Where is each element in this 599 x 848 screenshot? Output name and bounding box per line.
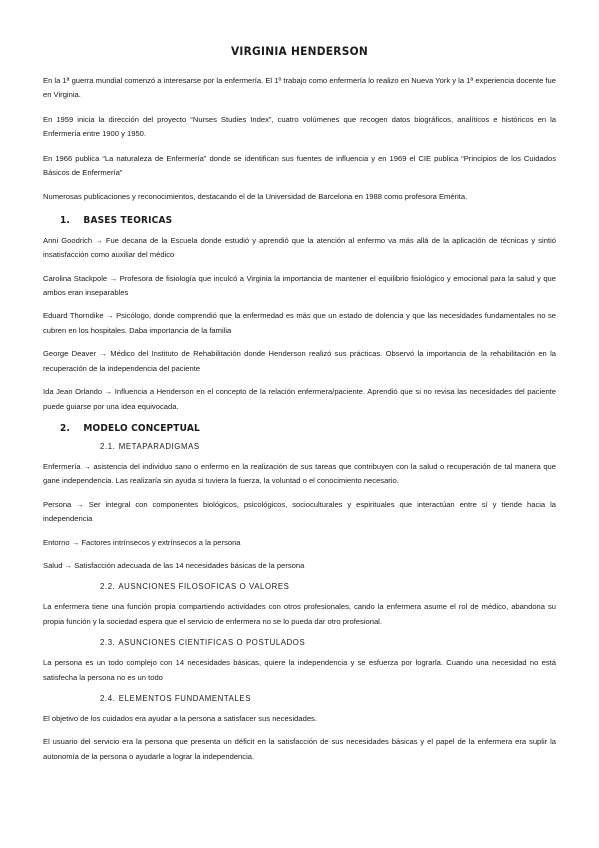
theorist-paragraph: Anni Goodrich → Fue decana de la Escuela donde estudió y aprendió que la atención al enfermo va más allá de la aplicación de técnicas y sintió insatisfacción como auxiliar del médico (43, 235, 556, 260)
theorist-paragraph: Ida Jean Orlando → Influencia a Henderson en el concepto de la relación enfermera/paciente. Aprendió que si no revisa las necesidades del paciente puede guiarse por una idea equivocada. (43, 387, 556, 411)
section-number: 1. (60, 214, 71, 226)
subsection-title: AUSNCIONES FILOSOFICAS O VALORES (118, 582, 290, 592)
section-title: MODELO CONCEPTUAL (83, 422, 200, 434)
subsection-number: 2.1. (100, 441, 116, 451)
section-number: 2. (60, 422, 71, 434)
subsection-heading-elementos-fundamentales (100, 694, 556, 703)
metaparadigm-paragraph: Salud → Satisfacción adecuada de las 14 necesidades básicas de la persona (43, 560, 305, 570)
metaparadigm-paragraph: Persona → Ser integral con componentes biológicos, psicológicos, socioculturales y espirituales que interactúan entre sí y tiende hacia la independencia (43, 499, 556, 524)
intro-paragraph: En 1966 publica “La naturaleza de Enfermería” donde se identifican sus fuentes de influencia y en 1969 el CIE publica “Principios de los Cuidados Básicos de Enfermería” (43, 153, 556, 178)
document-title: VIRGINIA HENDERSON (230, 44, 369, 58)
subsection-heading-asunciones-filosoficas (100, 582, 556, 591)
theorist-paragraph: Eduard Thorndike → Psicólogo, donde comprendió que la enfermedad es más que un estado de dolencia y que las necesidades fundamentales no se cubren en los hospitales. Daba importancia de la familia (43, 311, 556, 335)
intro-paragraph: Numerosas publicaciones y reconocimientos, destacando el de la Universidad de Barcelona en 1988 como profesora Emérita. (43, 192, 468, 202)
theorist-paragraph: George Deaver → Médico del Instituto de Rehabilitación donde Henderson realizó sus prácticas. Observó la importancia de la rehabilitación en la recuperación de la independencia del paciente (43, 349, 556, 373)
subsection-number: 2.4. (100, 693, 116, 703)
subsection-number: 2.3. (100, 638, 116, 648)
subsection-heading-asunciones-cientificas (100, 638, 556, 647)
intro-paragraph: En la 1ª guerra mundial comenzó a interesarse por la enfermería. El 1º trabajo como enfermería lo realizo en Nueva York y la 1ª experiencia docente fue en Virginia. (43, 76, 556, 100)
body-paragraph: La persona es un todo complejo con 14 necesidades básicas, quiere la independencia y se esfuerza por lograrla. Cuando una necesidad no está satisfecha la persona no es un todo (43, 658, 556, 682)
subsection-title: ELEMENTOS FUNDAMENTALES (118, 693, 251, 703)
section-title: BASES TEORICAS (83, 214, 173, 226)
body-paragraph: El usuario del servicio era la persona que presenta un déficit en la satisfacción de sus necesidades básicas y el papel de la enfermera era suplir la autonomía de la persona o ayudarle a lograr la independencia. (43, 737, 556, 761)
body-paragraph: El objetivo de los cuidados era ayudar a la persona a satisfacer sus necesidades. (43, 713, 317, 723)
metaparadigm-paragraph: Entorno → Factores intrínsecos y extrínsecos a la persona (43, 537, 241, 547)
theorist-paragraph: Carolina Stackpole → Profesora de fisiología que inculcó a Virginia la importancia de mantener el equilibrio fisiológico y emocional para la salud y que ambos eran inseparables (43, 273, 556, 298)
intro-paragraph: En 1959 inicia la dirección del proyecto “Nurses Studies Index”, cuatro volúmenes que recogen datos biográficos, analíticos e históricos en la Enfermería entre 1900 y 1950. (43, 114, 556, 139)
body-paragraph: La enfermera tiene una función propia compartiendo actividades con otros profesionales, cando la enfermera asume el rol de médico, abandona su propia función y la sociedad espera que el servicio de enfermera no se lo pueda dar otro profesional. (43, 602, 556, 626)
subsection-number: 2.2. (100, 582, 116, 592)
metaparadigm-paragraph: Enfermería → asistencia del individuo sano o enfermo en la realización de sus tareas que contribuyen con la salud o recuperación de tal manera que gane independencia. Las realizaría sin ayuda si tuviera la fuerza, la voluntad o el conocimiento necesario. (43, 461, 556, 486)
subsection-title: METAPARADIGMAS (118, 441, 200, 451)
subsection-title: ASUNCIONES CIENTIFICAS O POSTULADOS (118, 638, 306, 648)
section-heading-bases-teoricas (60, 215, 506, 226)
subsection-heading-metaparadigmas (100, 442, 556, 451)
section-heading-modelo-conceptual (60, 423, 506, 434)
